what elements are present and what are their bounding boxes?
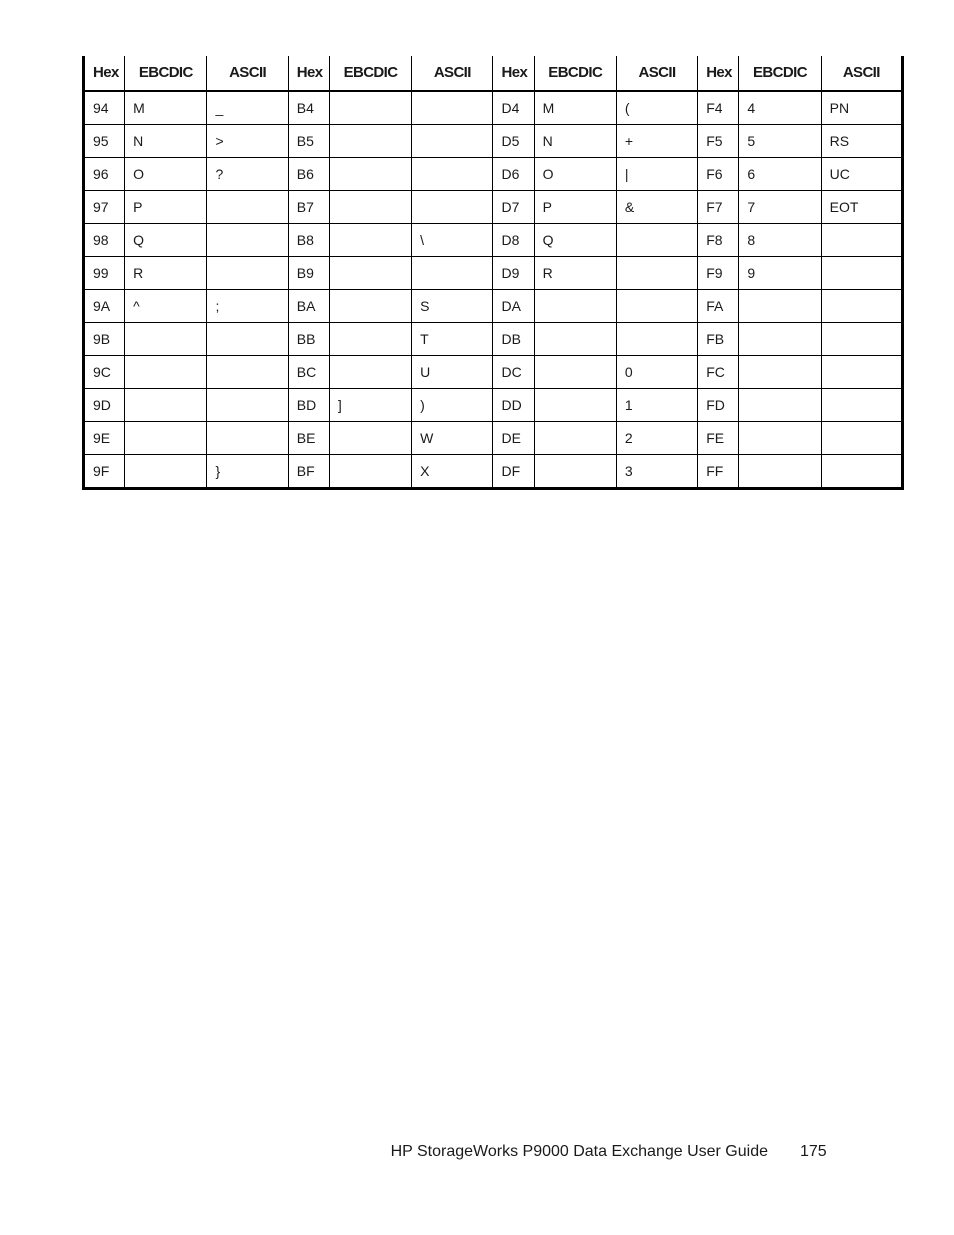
table-cell: O [125,158,207,191]
table-cell: F4 [698,91,739,125]
table-cell: 9A [84,290,125,323]
table-cell: DC [493,356,534,389]
table-cell: 2 [616,422,697,455]
column-header: ASCII [616,56,697,91]
table-cell: PN [821,91,902,125]
table-cell [821,455,902,489]
table-cell: ; [207,290,288,323]
table-cell: 9 [739,257,821,290]
table-cell [534,389,616,422]
table-cell [534,323,616,356]
table-cell [412,158,493,191]
column-header: EBCDIC [534,56,616,91]
table-row [84,356,903,389]
table-cell: F6 [698,158,739,191]
table-cell [534,290,616,323]
table-cell: BB [288,323,329,356]
table-cell [329,158,411,191]
table-cell: 9D [84,389,125,422]
table-cell: _ [207,91,288,125]
table-cell [207,323,288,356]
table-cell: ( [616,91,697,125]
page-footer [0,1143,954,1163]
table-cell: 5 [739,125,821,158]
column-header: Hex [698,56,739,91]
table-cell: U [412,356,493,389]
table-cell: FA [698,290,739,323]
table-cell: 98 [84,224,125,257]
table-cell: N [534,125,616,158]
table-cell [329,455,411,489]
table-cell: B5 [288,125,329,158]
table-cell: P [125,191,207,224]
table-cell: 4 [739,91,821,125]
table-cell [125,389,207,422]
table-cell [739,356,821,389]
table-cell [821,257,902,290]
table-cell: ? [207,158,288,191]
table-cell [329,422,411,455]
table-cell: D7 [493,191,534,224]
table-cell: 9B [84,323,125,356]
table-cell [616,257,697,290]
table-cell [207,257,288,290]
table-cell: } [207,455,288,489]
table-cell [207,356,288,389]
table-cell: FF [698,455,739,489]
table-cell [125,356,207,389]
table-row [84,191,903,224]
table-cell: FB [698,323,739,356]
table-row [84,91,903,125]
table-cell: R [534,257,616,290]
table-cell: X [412,455,493,489]
table-cell: T [412,323,493,356]
table-cell: B8 [288,224,329,257]
table-cell [821,356,902,389]
table-cell: D8 [493,224,534,257]
table-cell: 3 [616,455,697,489]
table-cell [821,290,902,323]
table-cell [412,257,493,290]
column-header: EBCDIC [329,56,411,91]
table-cell: Q [534,224,616,257]
table-cell [125,422,207,455]
table-cell: W [412,422,493,455]
table-cell: BE [288,422,329,455]
table-cell: 1 [616,389,697,422]
table-cell [821,224,902,257]
column-header: ASCII [207,56,288,91]
table-cell [329,356,411,389]
table-header [84,56,903,91]
table-cell: M [534,91,616,125]
column-header: EBCDIC [125,56,207,91]
table-cell [412,191,493,224]
table-cell: 99 [84,257,125,290]
table-cell: BF [288,455,329,489]
table-cell: BC [288,356,329,389]
column-header: EBCDIC [739,56,821,91]
table-cell: M [125,91,207,125]
table-cell [329,323,411,356]
table-cell: F9 [698,257,739,290]
table-cell: FC [698,356,739,389]
table-cell [329,125,411,158]
table-cell [739,389,821,422]
table-cell [534,422,616,455]
table-cell [739,455,821,489]
table-cell: > [207,125,288,158]
table-cell: + [616,125,697,158]
table-cell [207,224,288,257]
table-cell: 9C [84,356,125,389]
table-cell [821,389,902,422]
table-cell [329,290,411,323]
page-number: 175 [800,1143,827,1160]
table-cell: & [616,191,697,224]
table-cell [125,323,207,356]
table-row [84,224,903,257]
table-cell: | [616,158,697,191]
table-cell: D5 [493,125,534,158]
table-header-row [84,56,903,91]
table-cell: RS [821,125,902,158]
table-row [84,323,903,356]
table-cell [207,191,288,224]
table-cell [616,290,697,323]
table-cell: ) [412,389,493,422]
table-cell [739,323,821,356]
table-cell [412,91,493,125]
table-cell: O [534,158,616,191]
table-cell: FD [698,389,739,422]
table-cell [329,191,411,224]
table-cell: B4 [288,91,329,125]
table-cell: 7 [739,191,821,224]
column-header: ASCII [412,56,493,91]
table-cell: 0 [616,356,697,389]
table-cell: D6 [493,158,534,191]
table-cell: DE [493,422,534,455]
table-cell: 95 [84,125,125,158]
table-cell: ] [329,389,411,422]
table-cell: UC [821,158,902,191]
table-cell: F5 [698,125,739,158]
table-cell: B9 [288,257,329,290]
table-cell [207,389,288,422]
column-header: Hex [288,56,329,91]
table-cell: P [534,191,616,224]
ebcdic-ascii-table [82,56,904,490]
table-cell: 9F [84,455,125,489]
table-cell [739,422,821,455]
table-cell: ^ [125,290,207,323]
table-row [84,158,903,191]
table-cell [412,125,493,158]
table-row [84,389,903,422]
table-cell: B7 [288,191,329,224]
table-cell [739,290,821,323]
table-cell: 8 [739,224,821,257]
footer-guide-title: HP StorageWorks P9000 Data Exchange User Guide [390,1143,768,1160]
table-row [84,257,903,290]
table-cell: 94 [84,91,125,125]
table-cell: N [125,125,207,158]
table-cell: 6 [739,158,821,191]
table-cell: R [125,257,207,290]
table-cell: BD [288,389,329,422]
table-cell: 9E [84,422,125,455]
table-cell: EOT [821,191,902,224]
table-cell [125,455,207,489]
table-cell: F8 [698,224,739,257]
table-cell [534,455,616,489]
table-cell [821,422,902,455]
table-cell [616,323,697,356]
table-cell: F7 [698,191,739,224]
table-cell: DB [493,323,534,356]
table-cell: DD [493,389,534,422]
table-row [84,422,903,455]
table-cell: 96 [84,158,125,191]
table-body [84,91,903,489]
table-cell [329,257,411,290]
table-cell [329,91,411,125]
table-cell: D4 [493,91,534,125]
column-header: Hex [84,56,125,91]
table-cell [534,356,616,389]
table-cell: DA [493,290,534,323]
table-cell: BA [288,290,329,323]
table-cell: FE [698,422,739,455]
table-cell: S [412,290,493,323]
table-cell [821,323,902,356]
table-cell: Q [125,224,207,257]
table-row [84,455,903,489]
table-cell [207,422,288,455]
table-cell [616,224,697,257]
table-cell: DF [493,455,534,489]
table-row [84,290,903,323]
column-header: ASCII [821,56,902,91]
table-row [84,125,903,158]
table-cell [329,224,411,257]
table-cell: \ [412,224,493,257]
table-cell: B6 [288,158,329,191]
table-cell: 97 [84,191,125,224]
column-header: Hex [493,56,534,91]
table-cell: D9 [493,257,534,290]
